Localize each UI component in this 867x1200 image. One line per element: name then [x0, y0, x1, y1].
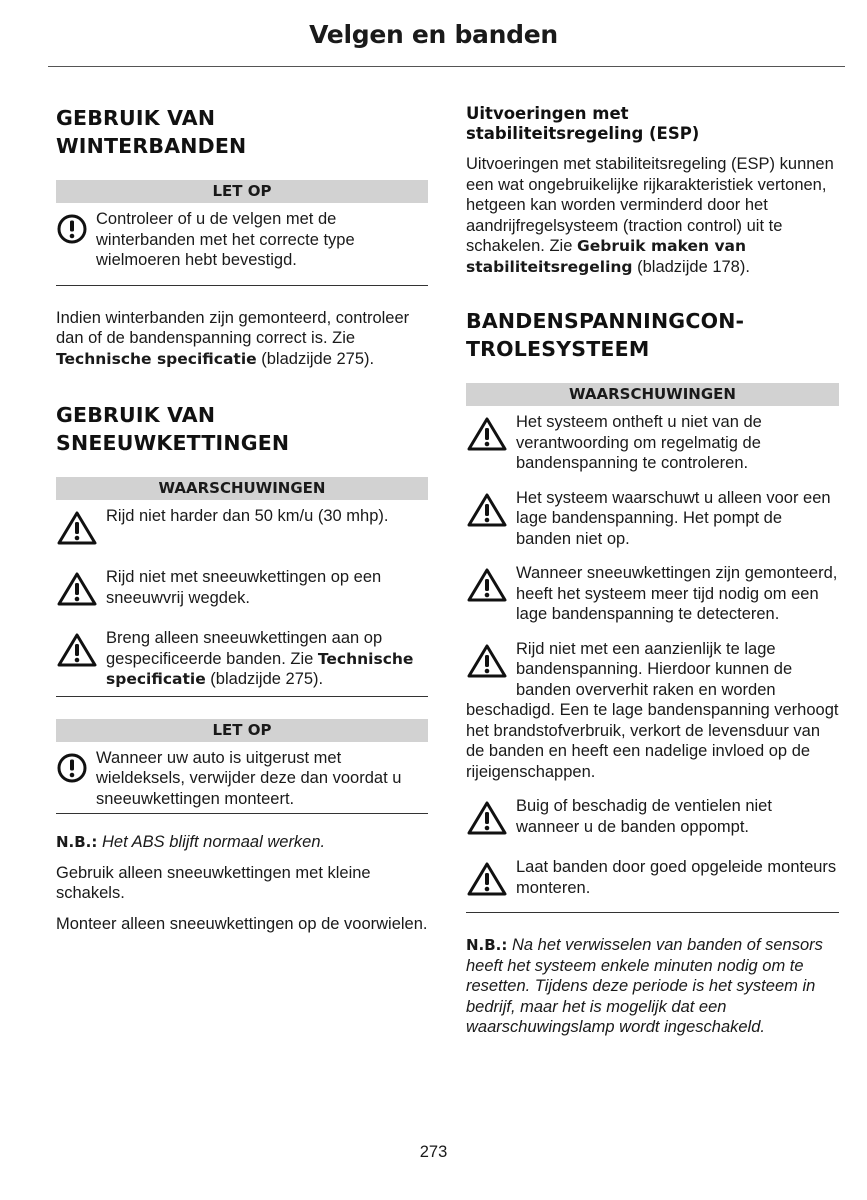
esp-heading: [466, 104, 839, 144]
heading-line: GEBRUIK VAN: [56, 106, 216, 130]
page-title: Velgen en banden: [309, 20, 558, 49]
caution-item: [56, 209, 428, 271]
warning-item: [466, 639, 839, 783]
warning-item: [466, 412, 839, 474]
divider: [56, 696, 428, 697]
warning-text: Wanneer sneeuwkettingen zijn gemonteerd, heeft het systeem meer tijd nodig om een lage bandenspanning te detecteren.: [516, 564, 838, 623]
warning-text: [56, 628, 428, 690]
warning-item: [466, 857, 839, 904]
right-column: [466, 104, 839, 1038]
warning-item: [466, 796, 839, 843]
caution-icon: [56, 752, 88, 789]
text: Uitvoeringen met stabiliteitsregeling (ESP) kunnen een wat ongebruikelijke rijkarakteristiek vertonen, hetgeen kan worden verminderd door het aandrijfregelsysteem (traction control) uit te schakelen. Zie: [466, 155, 834, 255]
left-column: [56, 104, 428, 934]
title-divider: [48, 66, 845, 67]
heading-line: TROLESYSTEEM: [466, 337, 650, 361]
text: (bladzijde 178).: [632, 257, 750, 276]
warning-item: [466, 488, 839, 550]
snow-chains-heading: [56, 401, 428, 457]
heading-line: BANDENSPANNINGCON-: [466, 309, 745, 333]
heading-line: WINTERBANDEN: [56, 134, 247, 158]
warning-triangle-icon: [466, 800, 508, 841]
divider: [56, 285, 428, 286]
warning-text: Het systeem waarschuwt u alleen voor een lage bandenspanning. Het pompt de banden niet op.: [516, 488, 831, 548]
warning-triangle-icon: [56, 571, 98, 612]
divider: [56, 813, 428, 814]
note: [56, 832, 428, 853]
warning-triangle-icon: [466, 492, 508, 533]
heading-line: Uitvoeringen met: [466, 104, 629, 123]
caution-item: [56, 748, 428, 810]
warning-text: Het systeem ontheft u niet van de verantwoording om regelmatig de bandenspanning te controleren.: [516, 413, 762, 472]
warning-triangle-icon: [56, 632, 98, 673]
note-label: N.B.:: [56, 833, 98, 851]
text: (bladzijde 275).: [205, 670, 324, 688]
warning-text: Laat banden door goed opgeleide monteurs monteren.: [516, 858, 837, 897]
caution-icon: [56, 213, 88, 250]
cross-reference-link[interactable]: Technische specificatie: [56, 349, 257, 368]
warning-item: [56, 567, 428, 614]
text: (bladzijde 275).: [256, 349, 375, 368]
caution-bar: LET OP: [56, 719, 428, 742]
note-text: Na het verwisselen van banden of sensors heeft het systeem enkele minuten nodig om te resetten. Tijdens deze periode is het systeem in bedrijf, maar het is mogelijk dat een waarschuwingslamp wordt ingeschakeld.: [466, 936, 823, 1036]
warning-text: Rijd niet met een aanzienlijk te lage bandenspanning. Hierdoor kunnen de banden oververhit raken en worden beschadigd. Een te lage bandenspanning verhoogt het brandstofverbruik, verkort de levensduur van de banden en heeft een nadelige invloed op de rijeigenschappen.: [466, 639, 839, 781]
heading-line: SNEEUWKETTINGEN: [56, 431, 290, 455]
warning-triangle-icon: [466, 567, 508, 608]
esp-paragraph: [466, 154, 839, 277]
tpms-heading: [466, 307, 839, 363]
cross-reference-link[interactable]: Technische specificatie: [106, 649, 414, 688]
heading-line: stabiliteitsregeling (ESP): [466, 124, 700, 143]
heading-line: GEBRUIK VAN: [56, 403, 216, 427]
winter-tyres-heading: [56, 104, 428, 160]
warning-triangle-icon: [466, 861, 508, 902]
note-label: N.B.:: [466, 936, 508, 954]
warning-text: Rijd niet harder dan 50 km/u (30 mhp).: [106, 507, 389, 525]
text: Indien winterbanden zijn gemonteerd, controleer dan of de bandenspanning correct is. Zie: [56, 308, 410, 347]
warning-triangle-icon: [466, 416, 508, 457]
warnings-bar: WAARSCHUWINGEN: [466, 383, 839, 406]
caution-bar: LET OP: [56, 180, 428, 203]
warnings-bar: WAARSCHUWINGEN: [56, 477, 428, 500]
warning-item: [56, 506, 428, 553]
caution-text: Wanneer uw auto is uitgerust met wieldeksels, verwijder deze dan voordat u sneeuwkettingen monteert.: [96, 748, 402, 808]
winter-paragraph: [56, 308, 428, 370]
warning-triangle-icon: [56, 510, 98, 551]
cross-reference-link[interactable]: Gebruik maken van stabiliteitsregeling: [466, 237, 747, 276]
caution-text: Controleer of u de velgen met de winterbanden met het correcte type wielmoeren hebt bevestigd.: [96, 210, 355, 269]
warning-triangle-icon: [466, 643, 508, 684]
chains-paragraph: Monteer alleen sneeuwkettingen op de voorwielen.: [56, 914, 428, 933]
warning-item: [56, 628, 428, 690]
warning-text: Rijd niet met sneeuwkettingen op een sneeuwvrij wegdek.: [106, 568, 382, 607]
divider: [466, 912, 839, 913]
page-number: 273: [419, 1143, 448, 1161]
chains-paragraph: Gebruik alleen sneeuwkettingen met kleine schakels.: [56, 863, 371, 902]
warning-text: Buig of beschadig de ventielen niet wanneer u de banden oppompt.: [516, 797, 772, 836]
warning-item: [466, 563, 839, 625]
note-text: Het ABS blijft normaal werken.: [97, 833, 326, 851]
text: Breng alleen sneeuwkettingen aan op gespecificeerde banden. Zie: [106, 629, 383, 668]
note: [466, 935, 839, 1038]
